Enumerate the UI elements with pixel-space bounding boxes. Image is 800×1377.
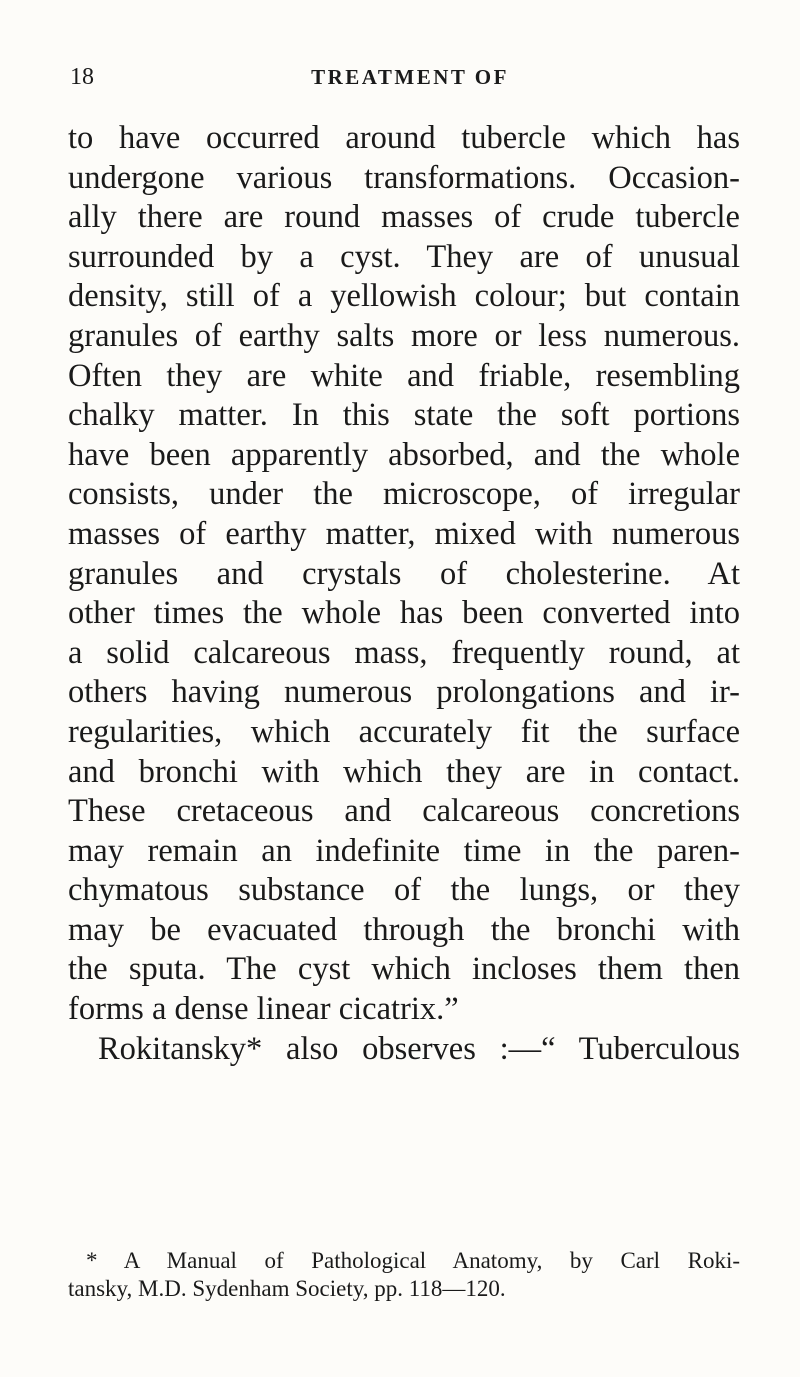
text-line: others having numerous prolongations and ir- xyxy=(68,674,740,711)
running-head xyxy=(70,62,750,92)
text-line: consists, under the microscope, of irregular xyxy=(68,476,740,513)
text-line: ally there are round masses of crude tubercle xyxy=(68,199,740,236)
text-line: granules of earthy salts more or less numerous. xyxy=(68,317,740,354)
text-line: may be evacuated through the bronchi with xyxy=(68,911,740,948)
text-line: to have occurred around tubercle which has xyxy=(68,120,740,156)
text-line: may remain an indefinite time in the paren- xyxy=(68,832,740,869)
text-line: density, still of a yellowish colour; but contain xyxy=(68,278,740,315)
text-line: regularities, which accurately fit the surface xyxy=(68,713,740,750)
text-line: chymatous substance of the lungs, or they xyxy=(68,872,740,909)
footnote-line: tansky, M.D. Sydenham Society, pp. 118—120. xyxy=(68,1276,506,1301)
footnote xyxy=(68,1247,740,1303)
text-line: the sputa. The cyst which incloses them then xyxy=(68,951,740,988)
text-line: surrounded by a cyst. They are of unusual xyxy=(68,238,740,275)
text-line: masses of earthy matter, mixed with numerous xyxy=(68,515,740,552)
text-line: undergone various transformations. Occasion- xyxy=(68,159,740,196)
text-line: chalky matter. In this state the soft portions xyxy=(68,397,740,434)
footnote-line: * A Manual of Pathological Anatomy, by Carl Roki- xyxy=(86,1248,740,1273)
text-line: These cretaceous and calcareous concretions xyxy=(68,793,740,830)
text-line: Rokitansky* also observes :—“ Tuberculous xyxy=(98,1030,740,1067)
text-line: forms a dense linear cicatrix.” xyxy=(68,991,459,1028)
text-line: have been apparently absorbed, and the whole xyxy=(68,436,740,473)
text-line: Often they are white and friable, resembling xyxy=(68,357,740,394)
text-line: granules and crystals of cholesterine. At xyxy=(68,555,740,592)
text-line: other times the whole has been converted into xyxy=(68,595,740,632)
page-number: 18 xyxy=(70,64,94,90)
text-line: a solid calcareous mass, frequently round, at xyxy=(68,634,740,671)
running-title: TREATMENT OF xyxy=(311,65,509,89)
text-line: and bronchi with which they are in contact. xyxy=(68,753,740,790)
body-text xyxy=(68,119,740,1069)
